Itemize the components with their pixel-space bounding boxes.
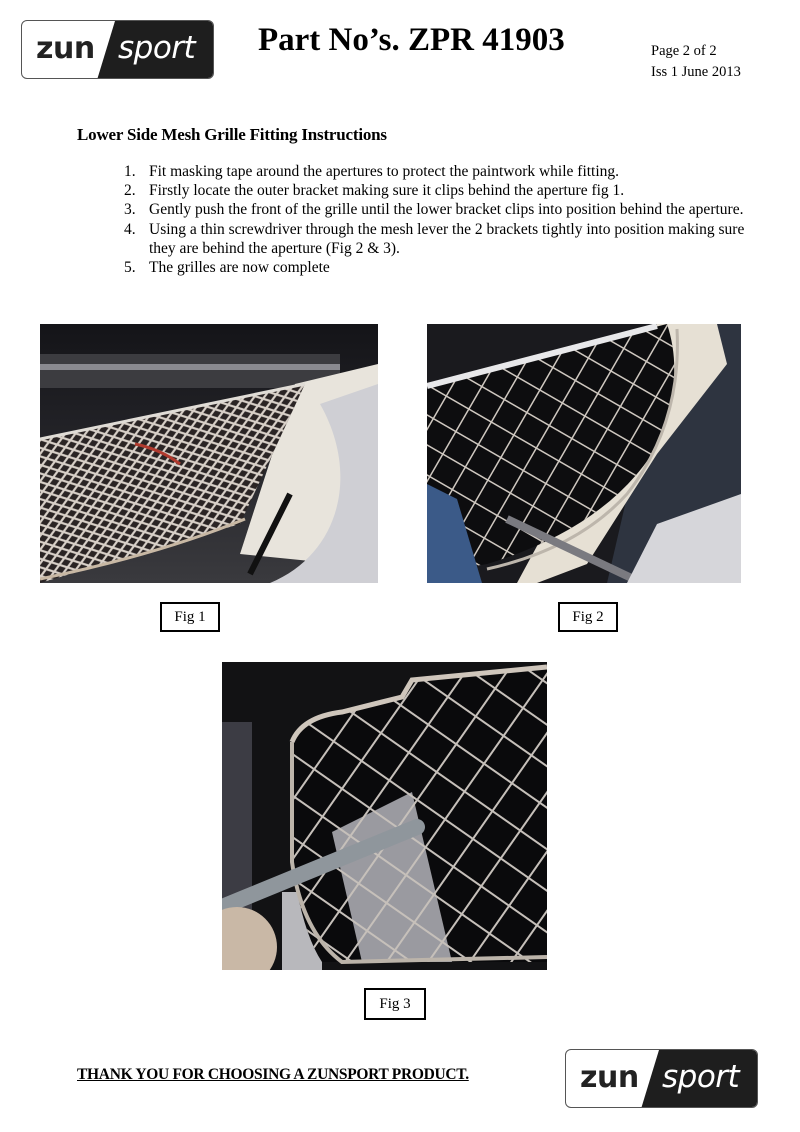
page-number: Page 2 of 2 bbox=[651, 43, 717, 59]
figure-3-photo bbox=[222, 662, 547, 970]
section-heading: Lower Side Mesh Grille Fitting Instructions bbox=[77, 125, 387, 144]
document-meta bbox=[651, 41, 741, 83]
logo-text-sport: sport bbox=[662, 1059, 740, 1095]
figure-1-caption: Fig 1 bbox=[160, 602, 220, 632]
zunsport-logo-footer bbox=[565, 1049, 758, 1108]
logo-text-sport: sport bbox=[118, 30, 196, 66]
figure-3-caption: Fig 3 bbox=[364, 988, 426, 1020]
figure-2-photo bbox=[427, 324, 741, 583]
issue-date: Iss 1 June 2013 bbox=[651, 64, 741, 80]
logo-text-zun: zun bbox=[36, 31, 95, 66]
instruction-step: 1. Fit masking tape around the apertures to protect the paintwork while fitting. bbox=[124, 163, 620, 180]
thank-you-message: THANK YOU FOR CHOOSING A ZUNSPORT PRODUCT. bbox=[77, 1066, 469, 1083]
figure-2-caption: Fig 2 bbox=[558, 602, 618, 632]
instruction-step: 2. Firstly locate the outer bracket making sure it clips behind the aperture fig 1. bbox=[124, 182, 625, 200]
instruction-step: 3. Gently push the front of the grille until the lower bracket clips into position behind the aperture. bbox=[124, 201, 744, 219]
figure-1-photo bbox=[40, 324, 378, 583]
zunsport-logo bbox=[21, 20, 214, 79]
document-title: Part No’s. ZPR 41903 bbox=[258, 22, 565, 58]
instruction-step: 4. Using a thin screwdriver through the mesh lever the 2 brackets tightly into position making sure they are behind the aperture (Fig 2 & 3). bbox=[124, 220, 745, 257]
instruction-step: 5. The grilles are now complete bbox=[124, 259, 330, 277]
logo-text-zun: zun bbox=[580, 1060, 639, 1095]
instruction-list bbox=[124, 162, 764, 277]
